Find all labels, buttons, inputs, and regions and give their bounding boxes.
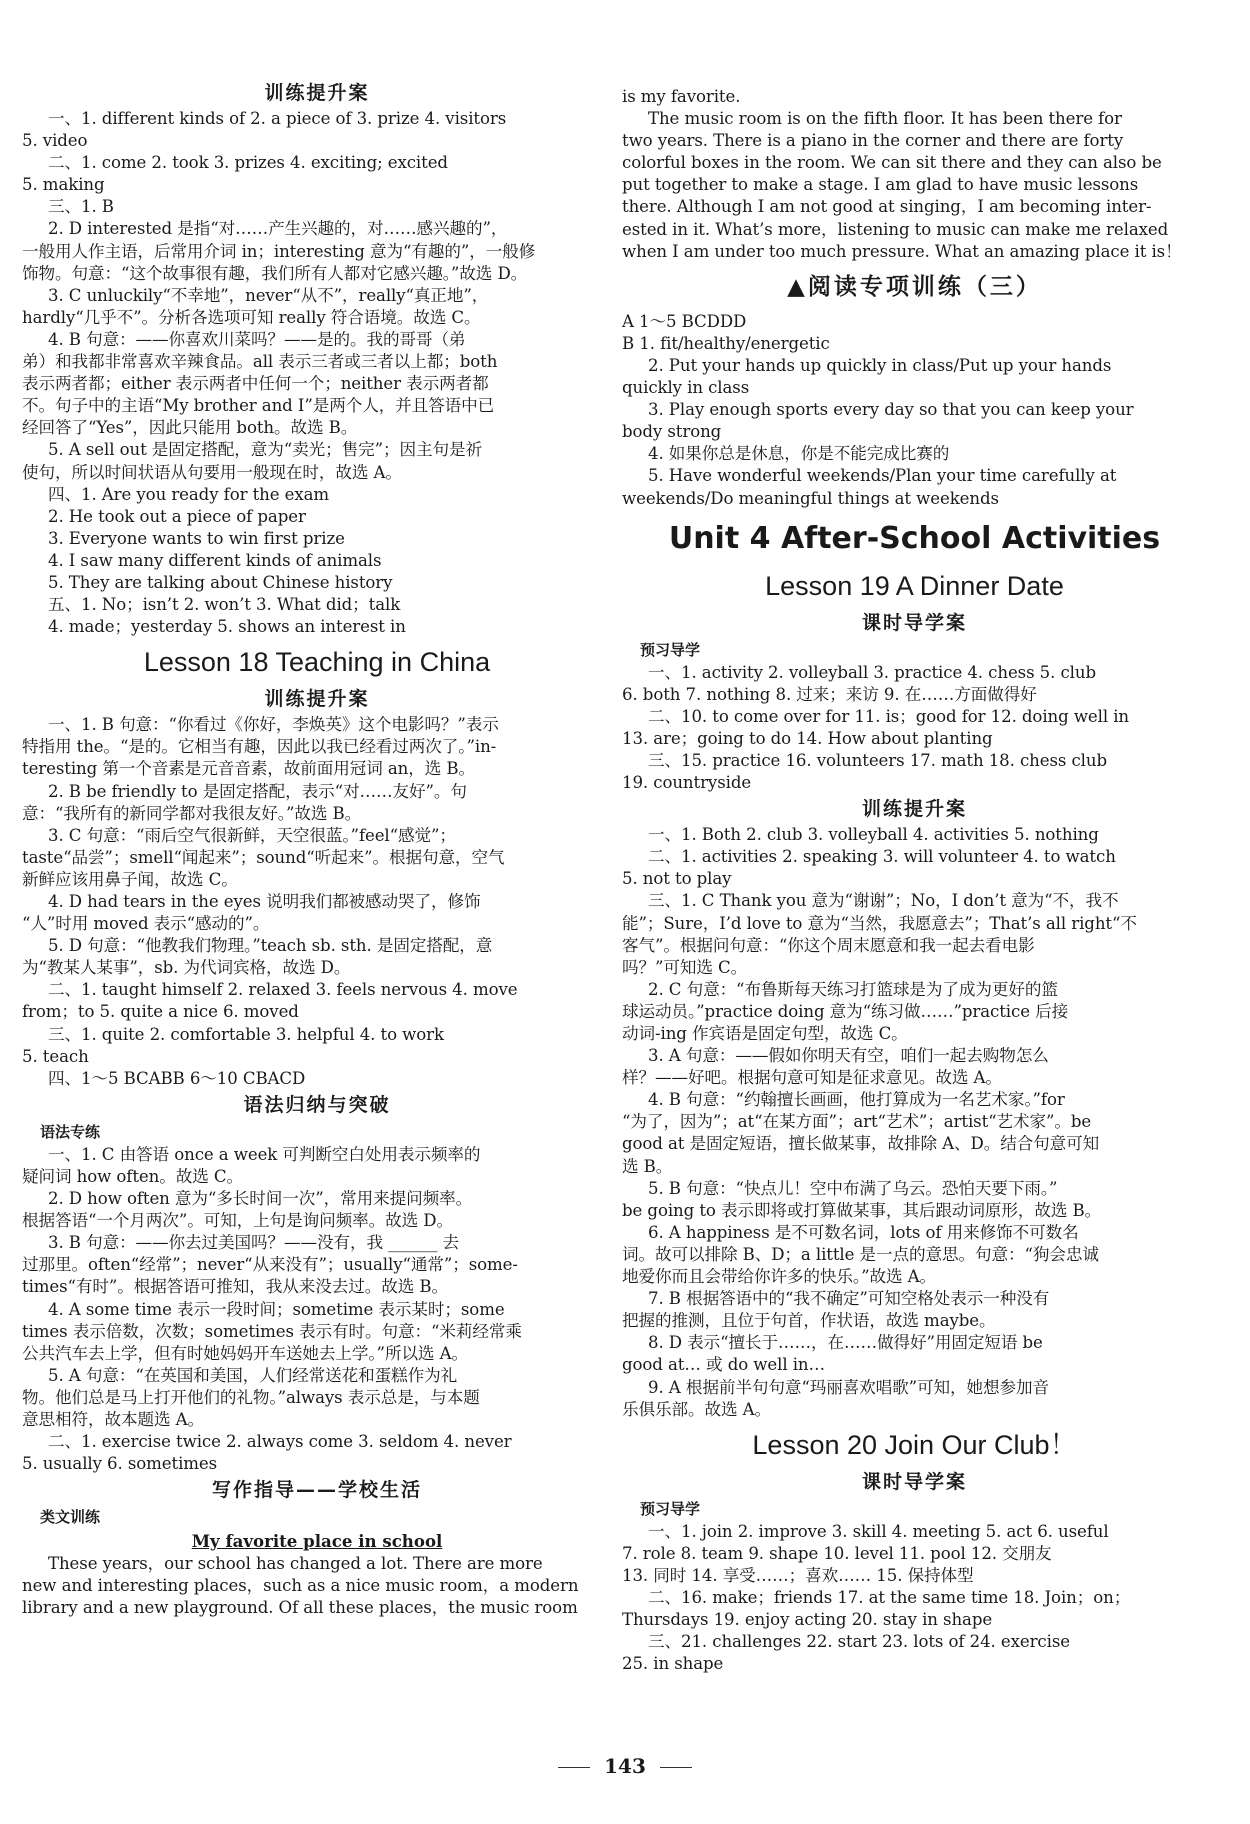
text-line: 3. C unluckily“不幸地”，never“从不”，really“真正地”， bbox=[48, 285, 489, 305]
essay-title: My favorite place in school bbox=[191, 1531, 443, 1552]
text-line: 5. A sell out 是固定搭配，意为“卖光；售完”；因主句是祈 bbox=[48, 440, 482, 460]
text-line: 2. D how often 意为“多长时间一次”，常用来提问频率。 bbox=[48, 1189, 473, 1209]
text-line: 物。他们总是马上打开他们的礼物。”always 表示总是，与本题 bbox=[22, 1387, 480, 1407]
text-line: good at… 或 do well in… bbox=[622, 1355, 825, 1375]
text-line: 弟）和我都非常喜欢辛辣食品。all 表示三者或三者以上都；both bbox=[22, 352, 498, 372]
text-line: 13. are；going to do 14. How about planting bbox=[622, 728, 993, 748]
text-line: 一、1. different kinds of 2. a piece of 3. prize 4. visitors bbox=[48, 109, 507, 128]
lesson-title: Lesson 19 A Dinner Date bbox=[765, 570, 1064, 601]
text-line: 2. B be friendly to 是固定搭配，表示“对……友好”。句 bbox=[48, 781, 467, 801]
section-heading: 训练提升案 bbox=[264, 688, 370, 711]
section-heading: 语法归纳与突破 bbox=[243, 1093, 391, 1116]
text-line: 3. A 句意：——假如你明天有空，咱们一起去购物怎么 bbox=[648, 1046, 1049, 1066]
text-line: 7. role 8. team 9. shape 10. level 11. pool 12. 交朋友 bbox=[622, 1543, 1052, 1563]
section-heading: 训练提升案 bbox=[264, 82, 370, 104]
text-line: 一、1. activity 2. volleyball 3. practice 4. chess 5. club bbox=[648, 662, 1096, 682]
text-line: 意：“我所有的新同学都对我很友好。”故选 B。 bbox=[22, 803, 362, 823]
text-line: 吗？”可知选 C。 bbox=[622, 957, 748, 977]
text-line: 6. both 7. nothing 8. 过来；来访 9. 在……方面做得好 bbox=[622, 684, 1037, 704]
text-line: times“有时”。根据答语可推知，我从来没去过。故选 B。 bbox=[22, 1277, 448, 1297]
text-line: 2. C 句意：“布鲁斯每天练习打篮球是为了成为更好的篮 bbox=[648, 979, 1058, 999]
text-line: “人”时用 moved 表示“感动的”。 bbox=[22, 914, 270, 934]
text-line: 7. B 根据答语中的“我不确定”可知空格处表示一种没有 bbox=[648, 1289, 1050, 1309]
text-line: 二、1. exercise twice 2. always come 3. seldom 4. never bbox=[48, 1432, 512, 1452]
text-line: 二、1. taught himself 2. relaxed 3. feels nervous 4. move bbox=[48, 980, 518, 1000]
text-line: 5. They are talking about Chinese history bbox=[48, 572, 393, 592]
text-line: 为“教某人某事”，sb. 为代词宾格，故选 D。 bbox=[22, 958, 351, 978]
text-line: 4. B 句意：“约翰擅长画画，他打算成为一名艺术家。”for bbox=[648, 1090, 1065, 1110]
subsection-heading: 语法专练 bbox=[40, 1122, 101, 1141]
text-line: 疑问词 how often。故选 C。 bbox=[22, 1166, 243, 1186]
text-line: 13. 同时 14. 享受……；喜欢…… 15. 保持体型 bbox=[622, 1565, 974, 1585]
text-line: hardly“几乎不”。分析各选项可知 really 符合语境。故选 C。 bbox=[22, 307, 481, 327]
text-line: 2. Put your hands up quickly in class/Put up your hands bbox=[648, 355, 1112, 375]
text-line: 5. making bbox=[22, 175, 105, 195]
text-line: 一般用人作主语，后常用介词 in；interesting 意为“有趣的”，一般修 bbox=[22, 241, 536, 261]
text-line: 乐俱乐部。故选 A。 bbox=[622, 1399, 772, 1419]
text-line: weekends/Do meaningful things at weekends bbox=[622, 488, 999, 508]
text-line: 三、21. challenges 22. start 23. lots of 24. exercise bbox=[648, 1632, 1070, 1652]
text-line: 公共汽车去上学，但有时她妈妈开车送她去上学。”所以选 A。 bbox=[22, 1343, 468, 1363]
text-line: teresting 第一个音素是元音音素，故前面用冠词 an，选 B。 bbox=[22, 759, 476, 779]
text-line: 3. Everyone wants to win first prize bbox=[48, 528, 345, 548]
section-heading: 课时导学案 bbox=[861, 611, 967, 634]
page-number bbox=[0, 1754, 1250, 1778]
text-line: 四、1～5 BCABB 6～10 CBACD bbox=[48, 1068, 306, 1088]
text-line: “为了，因为”；at“在某方面”；art“艺术”；artist“艺术家”。be bbox=[622, 1112, 1092, 1132]
text-line: 根据答语“一个月两次”。可知，上句是询问频率。故选 D。 bbox=[22, 1211, 453, 1231]
text-line: 特指用 the。“是的。它相当有趣，因此以我已经看过两次了。”in- bbox=[22, 737, 497, 757]
subsection-heading: 预习导学 bbox=[640, 1499, 701, 1518]
text-line: 5. Have wonderful weekends/Plan your time carefully at bbox=[648, 466, 1117, 486]
text-line: These years，our school has changed a lot. There are more bbox=[48, 1554, 543, 1574]
text-line: good at 是固定短语，擅长做某事，故排除 A、D。结合句意可知 bbox=[622, 1134, 1100, 1154]
left-column bbox=[22, 78, 612, 1620]
text-line: 能”；Sure，I’d love to 意为“当然，我愿意去”；That’s all right“不 bbox=[622, 913, 1137, 933]
text-line: 3. C 句意：“雨后空气很新鲜，天空很蓝。”feel“感觉”； bbox=[48, 825, 456, 845]
lesson-title: Lesson 18 Teaching in China bbox=[143, 647, 491, 678]
text-line: quickly in class bbox=[622, 378, 750, 398]
text-line: colorful boxes in the room. We can sit there and they can also be bbox=[622, 153, 1162, 173]
text-line: ested in it. What’s more，listening to music can make me relaxed bbox=[622, 219, 1169, 239]
page-number-dash-left bbox=[558, 1767, 590, 1768]
text-line: 二、1. come 2. took 3. prizes 4. exciting; excited bbox=[48, 153, 448, 173]
right-column bbox=[622, 86, 1207, 1675]
text-line: 4. A some time 表示一段时间；sometime 表示某时；some bbox=[48, 1299, 505, 1319]
subsection-heading: 预习导学 bbox=[640, 640, 701, 659]
text-line: 地爱你而且会带给你许多的快乐。”故选 A。 bbox=[622, 1267, 937, 1287]
text-line: 一、1. join 2. improve 3. skill 4. meeting 5. act 6. useful bbox=[648, 1521, 1109, 1541]
subsection-heading: 类文训练 bbox=[40, 1508, 101, 1527]
text-line: be going to 表示即将或打算做某事，其后跟动词原形，故选 B。 bbox=[622, 1200, 1102, 1220]
text-line: 四、1. Are you ready for the exam bbox=[48, 484, 330, 504]
text-line: Thursdays 19. enjoy acting 20. stay in shape bbox=[622, 1610, 993, 1630]
text-line: 经回答了“Yes”，因此只能用 both。故选 B。 bbox=[22, 418, 358, 438]
text-line: 19. countryside bbox=[622, 773, 752, 793]
text-line: is my favorite. bbox=[622, 87, 741, 106]
text-line: 5. not to play bbox=[622, 869, 732, 889]
text-line: 5. video bbox=[22, 131, 88, 151]
text-line: 4. D had tears in the eyes 说明我们都被感动哭了，修饰 bbox=[48, 892, 481, 911]
text-line: taste“品尝”；smell“闻起来”；sound“听起来”。根据句意，空气 bbox=[22, 847, 505, 867]
text-line: library and a new playground. Of all these places，the music room bbox=[22, 1598, 578, 1618]
text-line: 一、1. B 句意：“你看过《你好，李焕英》这个电影吗？”表示 bbox=[48, 715, 499, 735]
text-line: 三、1. quite 2. comfortable 3. helpful 4. to work bbox=[48, 1024, 444, 1044]
reading-section-heading: ▲阅读专项训练（三） bbox=[787, 273, 1042, 300]
section-heading: 课时导学案 bbox=[861, 1470, 967, 1493]
text-line: 二、10. to come over for 11. is；good for 12. doing well in bbox=[648, 706, 1130, 726]
text-line: 客气”。根据问句意：“你这个周末愿意和我一起去看电影 bbox=[622, 935, 1035, 955]
text-line: 词。故可以排除 B、D；a little 是一点的意思。句意：“狗会忠诚 bbox=[622, 1244, 1099, 1264]
text-line: 一、1. C 由答语 once a week 可判断空白处用表示频率的 bbox=[48, 1144, 481, 1164]
text-line: 8. D 表示“擅长于……，在……做得好”用固定短语 be bbox=[648, 1333, 1043, 1353]
text-line: 饰物。句意：“这个故事很有趣，我们所有人都对它感兴趣。”故选 D。 bbox=[22, 263, 528, 283]
text-line: body strong bbox=[622, 422, 722, 442]
text-line: 使句，所以时间状语从句要用一般现在时，故选 A。 bbox=[22, 462, 402, 482]
text-line: 三、1. B bbox=[48, 197, 114, 217]
text-line: 5. D 句意：“他教我们物理。”teach sb. sth. 是固定搭配，意 bbox=[48, 936, 493, 956]
text-line: 一、1. Both 2. club 3. volleyball 4. activities 5. nothing bbox=[648, 825, 1099, 845]
text-line: 五、1. No；isn’t 2. won’t 3. What did；talk bbox=[48, 595, 401, 615]
section-heading: 写作指导——学校生活 bbox=[211, 1479, 422, 1502]
text-line: B 1. fit/healthy/energetic bbox=[622, 333, 830, 353]
text-line: 4. made；yesterday 5. shows an interest in bbox=[48, 617, 406, 637]
text-line: 25. in shape bbox=[622, 1654, 724, 1674]
text-line: 2. He took out a piece of paper bbox=[48, 506, 306, 526]
text-line: 二、1. activities 2. speaking 3. will volunteer 4. to watch bbox=[648, 847, 1116, 867]
text-line: 三、1. C Thank you 意为“谢谢”；No，I don’t 意为“不，我不 bbox=[648, 891, 1119, 911]
text-line: 新鲜应该用鼻子闻，故选 C。 bbox=[22, 869, 238, 889]
section-heading: 训练提升案 bbox=[861, 798, 967, 821]
text-line: 球运动员。”practice doing 意为“练习做……”practice 后接 bbox=[622, 1001, 1069, 1021]
text-line: 5. A 句意：“在英国和美国，人们经常送花和蛋糕作为礼 bbox=[48, 1365, 458, 1385]
text-line: 6. A happiness 是不可数名词，lots of 用来修饰不可数名 bbox=[648, 1222, 1079, 1242]
text-line: 4. I saw many different kinds of animals bbox=[48, 550, 382, 570]
text-line: 表示两者都；either 表示两者中任何一个；neither 表示两者都 bbox=[22, 374, 489, 394]
text-line: new and interesting places，such as a nice music room，a modern bbox=[22, 1576, 579, 1596]
text-line: 4. B 句意：——你喜欢川菜吗？——是的。我的哥哥（弟 bbox=[48, 329, 466, 349]
text-line: 5. usually 6. sometimes bbox=[22, 1454, 218, 1474]
text-line: 5. B 句意：“快点儿！空中布满了乌云。恐怕天要下雨。” bbox=[648, 1178, 1058, 1198]
text-line: there. Although I am not good at singing，I am becoming inter- bbox=[622, 197, 1152, 217]
text-line: 9. A 根据前半句句意“玛丽喜欢唱歌”可知，她想参加音 bbox=[648, 1377, 1049, 1397]
unit-title: Unit 4 After-School Activities bbox=[668, 520, 1161, 556]
text-line: two years. There is a piano in the corner and there are forty bbox=[622, 131, 1124, 151]
text-line: 不。句子中的主语“My brother and I”是两个人，并且答语中已 bbox=[22, 396, 495, 416]
text-line: when I am under too much pressure. What an amazing place it is！ bbox=[622, 241, 1182, 261]
lesson-title: Lesson 20 Join Our Club！ bbox=[752, 1429, 1077, 1460]
text-line: 把握的推测，且位于句首，作状语，故选 maybe。 bbox=[622, 1311, 996, 1331]
page-number-value: 143 bbox=[604, 1754, 646, 1778]
text-line: from；to 5. quite a nice 6. moved bbox=[22, 1002, 299, 1022]
page-number-dash-right bbox=[660, 1767, 692, 1768]
text-line: 3. B 句意：——你去过美国吗？——没有，我 ______ 去 bbox=[48, 1233, 459, 1253]
text-line: 2. D interested 是指“对……产生兴趣的，对……感兴趣的”， bbox=[48, 219, 508, 239]
text-line: 过那里。often“经常”；never“从来没有”；usually“通常”；some- bbox=[22, 1255, 518, 1275]
text-line: 选 B。 bbox=[622, 1156, 673, 1176]
text-line: times 表示倍数，次数；sometimes 表示有时。句意：“米莉经常乘 bbox=[22, 1321, 522, 1341]
text-line: The music room is on the fifth floor. It has been there for bbox=[648, 109, 1122, 129]
text-line: put together to make a stage. I am glad to have music lessons bbox=[622, 175, 1139, 195]
text-line: 三、15. practice 16. volunteers 17. math 18. chess club bbox=[648, 750, 1108, 770]
text-line: 二、16. make；friends 17. at the same time 18. Join；on； bbox=[648, 1587, 1131, 1607]
text-line: 3. Play enough sports every day so that you can keep your bbox=[648, 400, 1134, 420]
text-line: A 1～5 BCDDD bbox=[622, 311, 747, 331]
text-line: 4. 如果你总是休息，你是不能完成比赛的 bbox=[648, 444, 950, 464]
text-line: 样？——好吧。根据句意可知是征求意见。故选 A。 bbox=[622, 1068, 1002, 1088]
text-line: 5. teach bbox=[22, 1046, 89, 1066]
text-line: 意思相符，故本题选 A。 bbox=[22, 1409, 204, 1429]
text-line: 动词-ing 作宾语是固定句型，故选 C。 bbox=[622, 1024, 908, 1043]
